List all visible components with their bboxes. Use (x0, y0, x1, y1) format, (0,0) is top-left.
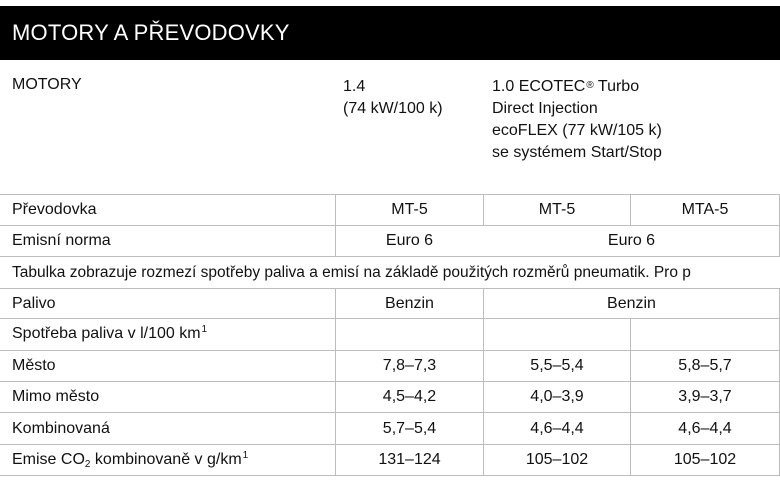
cell-extra-urban-3: 3,9–3,7 (678, 388, 732, 405)
row-label-consumption (12, 325, 207, 343)
cell-fuel-1: Benzin (385, 295, 434, 312)
spec-table (0, 194, 780, 476)
cell-city-1: 7,8–7,3 (382, 357, 437, 374)
engines-label: MOTORY (12, 76, 82, 93)
registered-mark: ® (586, 80, 594, 91)
engine-2-name: 1.0 ECOTEC (492, 78, 586, 95)
cell-extra-urban-2: 4,0–3,9 (530, 388, 584, 405)
row-label-city: Město (12, 357, 56, 374)
engine-2-line2: Direct Injection (492, 100, 598, 117)
cell-co2-1: 131–124 (378, 451, 441, 468)
co2-subscript: 2 (84, 459, 91, 470)
footnote-mark: 1 (201, 324, 208, 335)
cell-transmission-2: MT-5 (538, 201, 576, 218)
cell-fuel-2: Benzin (607, 295, 656, 312)
engine-2-line3: ecoFLEX (77 kW/105 k) (492, 122, 662, 139)
cell-transmission-1: MT-5 (391, 201, 428, 218)
cell-extra-urban-1: 4,5–4,2 (382, 388, 437, 405)
cell-city-3: 5,8–5,7 (678, 357, 732, 374)
engine-1-spec (343, 76, 443, 120)
row-label-combined: Kombinovaná (12, 420, 110, 437)
co2-label-pre: Emise CO (12, 451, 85, 468)
engine-2-spec (492, 76, 662, 164)
engine-2-line1 (492, 76, 662, 98)
row-label-co2 (12, 451, 248, 469)
row-label-fuel: Palivo (12, 295, 56, 312)
co2-label-post: kombinovaně v g/km (90, 451, 242, 468)
consumption-label-text: Spotřeba paliva v l/100 km (12, 325, 201, 342)
engine-1-power: (74 kW/100 k) (343, 100, 443, 117)
cell-emission-norm-2: Euro 6 (607, 232, 656, 249)
cell-combined-3: 4,6–4,4 (678, 420, 732, 437)
section-title: MOTORY A PŘEVODOVKY (12, 20, 290, 45)
cell-city-2: 5,5–5,4 (530, 357, 584, 374)
footnote-mark: 1 (242, 450, 249, 461)
section-header (0, 6, 780, 60)
cell-combined-1: 5,7–5,4 (382, 420, 437, 437)
cell-transmission-3: MTA-5 (681, 201, 729, 218)
row-label-extra-urban: Mimo město (12, 388, 100, 405)
engine-1-name: 1.4 (343, 78, 366, 95)
cell-combined-2: 4,6–4,4 (530, 420, 584, 437)
row-label-transmission: Převodovka (12, 201, 97, 218)
cell-co2-3: 105–102 (673, 451, 737, 468)
table-note: Tabulka zobrazuje rozmezí spotřeby paliva a emisí na základě použitých rozměrů pneumatik. Pro p (12, 264, 691, 281)
row-label-emission-norm: Emisní norma (12, 232, 111, 249)
engine-2-name-suffix: Turbo (593, 78, 640, 95)
cell-co2-2: 105–102 (525, 451, 589, 468)
cell-emission-norm-1: Euro 6 (385, 232, 434, 249)
engine-2-line4: se systémem Start/Stop (492, 144, 662, 161)
